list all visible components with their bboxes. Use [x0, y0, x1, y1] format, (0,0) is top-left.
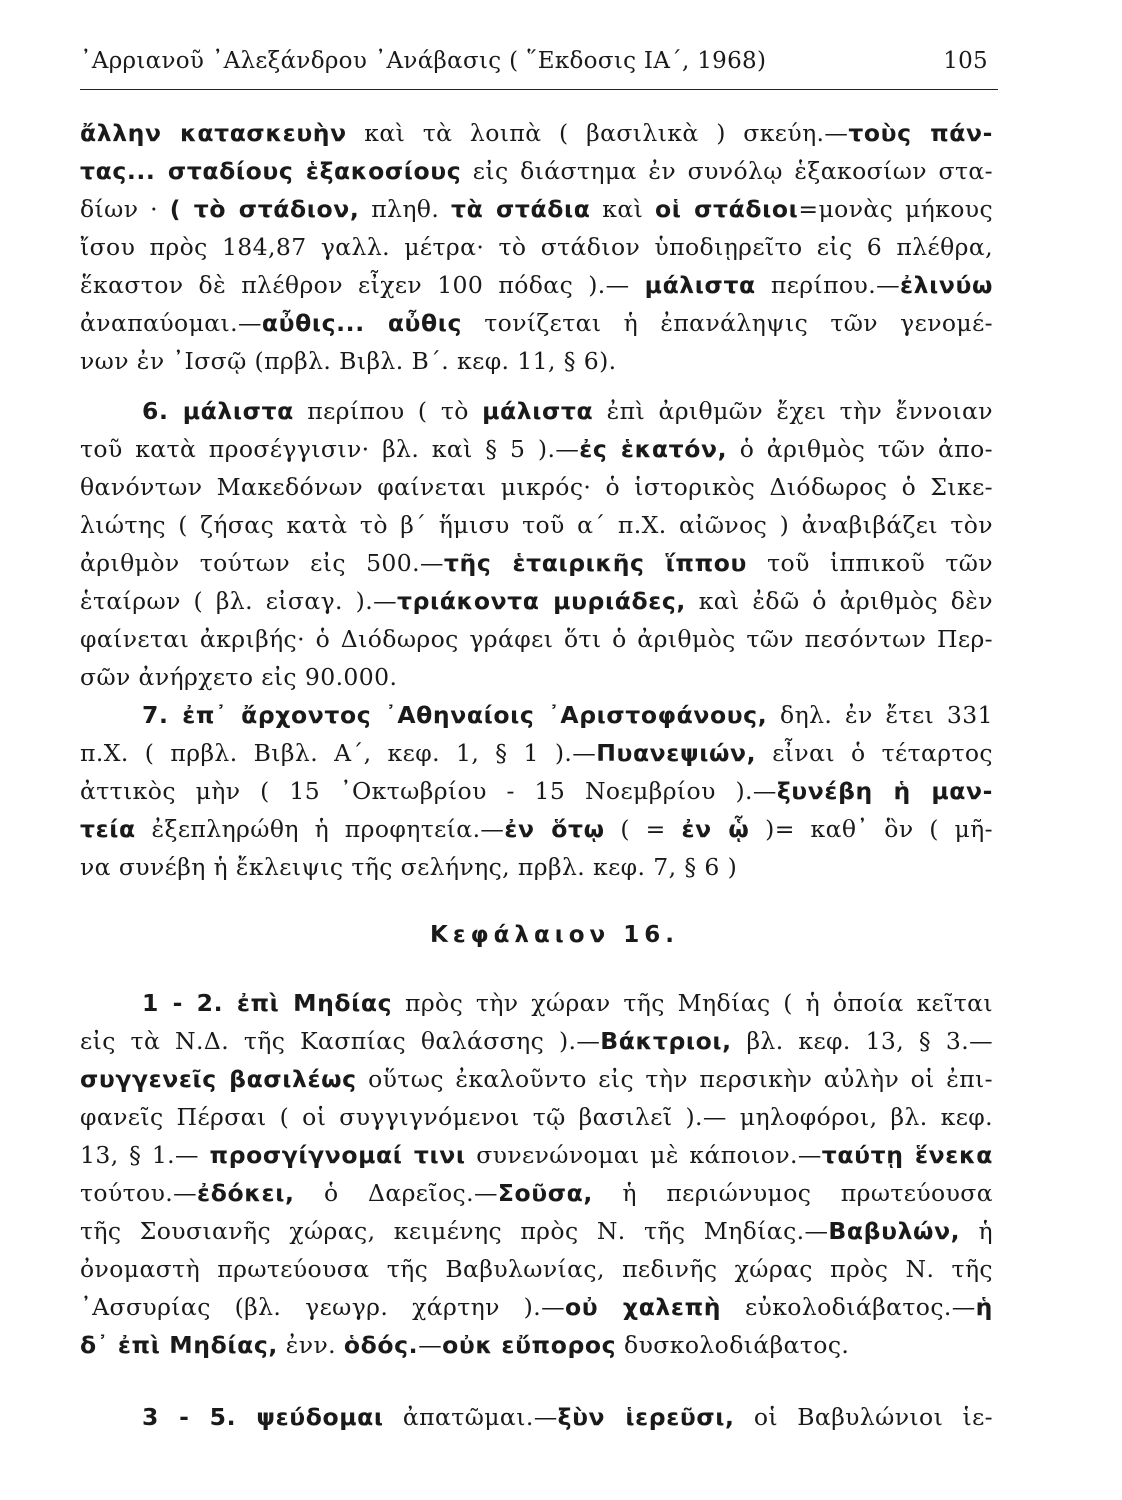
section-1-2-start: 1 - 2. ἐπὶ Μηδίας πρὸς τὴν χώραν τῆς Μηδίας ( ἡ ὁποία κεῖται — [142, 989, 993, 1017]
text-line: τας... σταδίους ἑξακοσίους εἰς διάστημα ἐν συνόλῳ ἑξακοσίων στα- — [80, 157, 993, 185]
header-rule — [80, 89, 998, 90]
text-line: ἴσου πρὸς 184,87 γαλλ. μέτρα· τὸ στάδιον ὑποδιῃρεῖτο εἰς 6 πλέθρα, — [80, 233, 993, 261]
text-line: τεία ἐξεπληρώθη ἡ προφητεία.—ἐν ὅτῳ ( = ἐν ᾧ )= καθ᾿ ὃν ( μῆ- — [80, 815, 993, 843]
text-line: να συνέβη ἡ ἔκλειψις τῆς σελήνης, πρβλ. κεφ. 7, § 6 ) — [80, 853, 738, 881]
text-line: τῆς Σουσιανῆς χώρας, κειμένης πρὸς Ν. τῆς Μηδίας.—Βαβυλών, ἡ — [80, 1217, 993, 1245]
text-line: ἀττικὸς μὴν ( 15 ᾿Οκτωβρίου - 15 Νοεμβρίου ).—ξυνέβη ἡ μαν- — [80, 777, 993, 805]
text-line: ᾿Ασσυρίας (βλ. γεωγρ. χάρτην ).—οὐ χαλεπὴ εὐκολοδιάβατος.—ἡ — [80, 1293, 993, 1321]
text-line: θανόντων Μακεδόνων φαίνεται μικρός· ὁ ἱστορικὸς Διόδωρος ὁ Σικε- — [80, 473, 993, 501]
text-line: τούτου.—ἐδόκει, ὁ Δαρεῖος.—Σοῦσα, ἡ περιώνυμος πρωτεύουσα — [80, 1179, 993, 1207]
text-line: φανεῖς Πέρσαι ( οἱ συγγιγνόμενοι τῷ βασιλεῖ ).— μηλοφόροι, βλ. κεφ. — [80, 1103, 993, 1131]
text-line: ἀριθμὸν τούτων εἰς 500.—τῆς ἑταιρικῆς ἵππου τοῦ ἱππικοῦ τῶν — [80, 549, 993, 577]
section-6-start: 6. μάλιστα περίπου ( τὸ μάλιστα ἐπὶ ἀριθμῶν ἔχει τὴν ἔννοιαν — [142, 397, 993, 425]
chapter-heading: Κεφάλαιον 16. — [430, 922, 679, 948]
text-line: ἕκαστον δὲ πλέθρον εἶχεν 100 πόδας ).— μάλιστα περίπου.—ἐλινύω — [80, 271, 993, 299]
section-7-start: 7. ἐπ᾿ ἄρχοντος ᾿Αθηναίοις ᾿Αριστοφάνους, δηλ. ἐν ἔτει 331 — [142, 701, 993, 729]
text-line: συγγενεῖς βασιλέως οὕτως ἐκαλοῦντο εἰς τὴν περσικὴν αὐλὴν οἱ ἐπι- — [80, 1065, 993, 1093]
text-line: σῶν ἀνήρχετο εἰς 90.000. — [80, 663, 398, 691]
text-line: ἀναπαύομαι.—αὖθις... αὖθις τονίζεται ἡ ἐπανάληψις τῶν γενομέ- — [80, 309, 993, 337]
text-line: νων ἐν ᾿Ισσῷ (πρβλ. Βιβλ. Β΄. κεφ. 11, § 6). — [80, 347, 617, 375]
text-line: π.Χ. ( πρβλ. Βιβλ. Α΄, κεφ. 1, § 1 ).—Πυανεψιών, εἶναι ὁ τέταρτος — [80, 739, 993, 767]
text-line: 13, § 1.— προσγίγνομαί τινι συνενώνομαι μὲ κάποιον.—ταύτῃ ἕνεκα — [80, 1141, 993, 1169]
section-3-5-start: 3 - 5. ψεύδομαι ἀπατῶμαι.—ξὺν ἱερεῦσι, οἱ Βαβυλώνιοι ἱε- — [142, 1403, 993, 1431]
text-line: λιώτης ( ζήσας κατὰ τὸ β΄ ἥμισυ τοῦ α΄ π.Χ. αἰῶνος ) ἀναβιβάζει τὸν — [80, 511, 993, 539]
text-line: τοῦ κατὰ προσέγγισιν· βλ. καὶ § 5 ).—ἐς ἑκατόν, ὁ ἀριθμὸς τῶν ἀπο- — [80, 435, 993, 463]
text-line: εἰς τὰ Ν.Δ. τῆς Κασπίας θαλάσσης ).—Βάκτριοι, βλ. κεφ. 13, § 3.— — [80, 1027, 993, 1055]
text-line: δίων · ( τὸ στάδιον, πληθ. τὰ στάδια καὶ οἱ στάδιοι=μονὰς μήκους — [80, 195, 993, 223]
text-line: ὀνομαστὴ πρωτεύουσα τῆς Βαβυλωνίας, πεδινῆς χώρας πρὸς Ν. τῆς — [80, 1255, 993, 1283]
page-number: 105 — [943, 48, 988, 74]
text-line: ἄλλην κατασκευὴν καὶ τὰ λοιπὰ ( βασιλικὰ ) σκεύη.—τοὺς πάν- — [80, 119, 993, 147]
text-line: ἑταίρων ( βλ. εἰσαγ. ).—τριάκοντα μυριάδες, καὶ ἐδῶ ὁ ἀριθμὸς δὲν — [80, 587, 993, 615]
text-line: δ᾿ ἐπὶ Μηδίας, ἐνν. ὁδός.—οὐκ εὔπορος δυσκολοδιάβατος. — [80, 1331, 850, 1359]
header-title: ᾿Αρριανοῦ ᾿Αλεξάνδρου ᾿Ανάβασις ( ῞Εκδοσις ΙΑ΄, 1968) — [80, 48, 767, 74]
text-line: φαίνεται ἀκριβής· ὁ Διόδωρος γράφει ὅτι ὁ ἀριθμὸς τῶν πεσόντων Περ- — [80, 625, 993, 653]
page-body — [80, 114, 993, 1436]
